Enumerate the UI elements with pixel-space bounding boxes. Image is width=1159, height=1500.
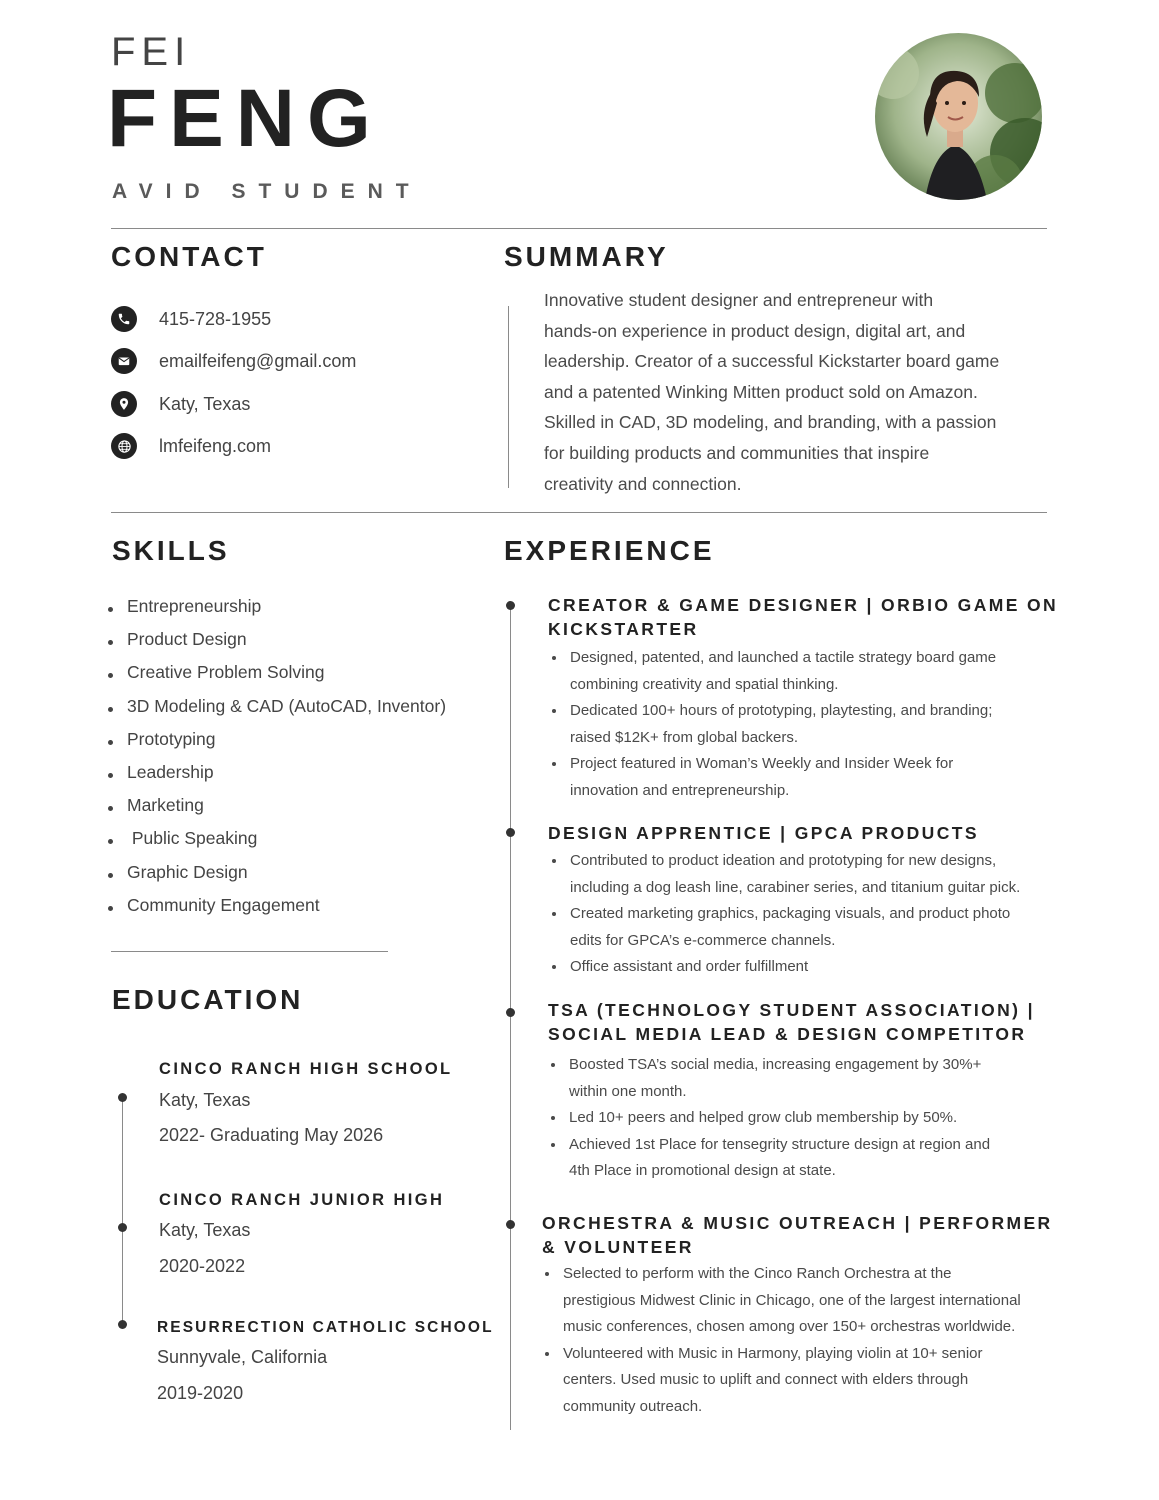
profile-photo <box>875 33 1042 200</box>
job-title <box>542 1211 1053 1259</box>
last-name: FENG <box>107 73 383 164</box>
summary-line: Skilled in CAD, 3D modeling, and branding, with a passion <box>544 412 997 433</box>
school-name: RESURRECTION CATHOLIC SCHOOL <box>157 1319 494 1336</box>
location-pin-icon <box>111 391 137 417</box>
job-bullet: Dedicated 100+ hours of prototyping, playtesting, and branding; raised $12K+ from global backers. <box>548 698 1108 751</box>
summary-line: leadership. Creator of a successful Kickstarter board game <box>544 351 1000 372</box>
skills-divider <box>111 951 388 952</box>
job-bullets <box>547 1052 1107 1185</box>
globe-icon <box>111 433 137 459</box>
timeline-dot <box>506 1008 515 1017</box>
summary-text <box>544 285 1084 499</box>
job-bullet: Created marketing graphics, packaging visuals, and product photo edits for GPCA’s e-commerce channels. <box>548 901 1118 954</box>
contact-email <box>111 348 356 374</box>
skill-item: Community Engagement <box>106 895 446 928</box>
school-name: CINCO RANCH JUNIOR HIGH <box>159 1191 445 1209</box>
location-text: Katy, Texas <box>159 393 251 414</box>
experience-timeline <box>510 605 511 1430</box>
email-address[interactable]: emailfeifeng@gmail.com <box>159 350 357 371</box>
section-divider <box>111 512 1047 513</box>
experience-entry <box>548 821 979 845</box>
job-bullet: Volunteered with Music in Harmony, playing violin at 10+ senior centers. Used music to uplift and connect with elders through community outreach. <box>541 1341 1131 1421</box>
website-link[interactable]: lmfeifeng.com <box>159 435 272 456</box>
experience-entry <box>542 1211 1053 1259</box>
skill-item: Public Speaking <box>106 828 446 861</box>
skill-item: Entrepreneurship <box>106 596 446 629</box>
summary-line: hands-on experience in product design, digital art, and <box>544 320 966 341</box>
job-bullet: Contributed to product ideation and prototyping for new designs, including a dog leash line, carabiner series, and titanium guitar pick. <box>548 848 1118 901</box>
summary-heading: SUMMARY <box>504 241 669 272</box>
school-dates: 2019-2020 <box>157 1383 244 1403</box>
header-divider <box>111 228 1047 229</box>
contact-location <box>111 391 250 417</box>
skill-item: Product Design <box>106 629 446 662</box>
timeline-dot <box>506 601 515 610</box>
school-location: Katy, Texas <box>159 1090 251 1110</box>
contact-website <box>111 433 271 459</box>
timeline-dot <box>118 1093 127 1102</box>
summary-line: and a patented Winking Mitten product sold on Amazon. <box>544 381 978 402</box>
experience-entry <box>548 593 1058 641</box>
mail-icon <box>111 348 137 374</box>
job-bullet: Project featured in Woman’s Weekly and Insider Week for innovation and entrepreneurship. <box>548 751 1108 804</box>
job-bullets <box>541 1261 1131 1421</box>
skills-heading: SKILLS <box>112 535 230 566</box>
skill-item: 3D Modeling & CAD (AutoCAD, Inventor) <box>106 696 446 729</box>
phone-icon <box>111 306 137 332</box>
job-title-line: SOCIAL MEDIA LEAD & DESIGN COMPETITOR <box>548 1024 1027 1044</box>
education-timeline <box>122 1097 123 1325</box>
job-bullets <box>548 848 1118 981</box>
job-title-line: CREATOR & GAME DESIGNER | ORBIO GAME ON <box>548 595 1059 615</box>
education-heading: EDUCATION <box>112 984 304 1015</box>
job-bullet: Achieved 1st Place for tensegrity structure design at region and 4th Place in promotional design at state. <box>547 1132 1107 1185</box>
school-location: Katy, Texas <box>159 1220 251 1240</box>
job-title-line: & VOLUNTEER <box>542 1237 694 1257</box>
timeline-dot <box>506 828 515 837</box>
skills-list <box>106 596 446 928</box>
job-bullet: Led 10+ peers and helped grow club membership by 50%. <box>547 1105 1107 1132</box>
job-title <box>548 593 1058 641</box>
job-bullet: Boosted TSA’s social media, increasing engagement by 30%+ within one month. <box>547 1052 1107 1105</box>
skill-item: Leadership <box>106 762 446 795</box>
job-bullet: Designed, patented, and launched a tactile strategy board game combining creativity and spatial thinking. <box>548 645 1108 698</box>
first-name: FEI <box>111 30 192 74</box>
job-title-line: DESIGN APPRENTICE | GPCA PRODUCTS <box>548 823 979 843</box>
job-title-line: ORCHESTRA & MUSIC OUTREACH | PERFORMER <box>542 1213 1053 1233</box>
school-location: Sunnyvale, California <box>157 1347 328 1367</box>
job-bullets <box>548 645 1108 805</box>
summary-line: creativity and connection. <box>544 473 742 494</box>
summary-line: Innovative student designer and entrepreneur with <box>544 290 934 310</box>
summary-side-bar <box>508 306 509 488</box>
timeline-dot <box>118 1320 127 1329</box>
skill-item: Prototyping <box>106 729 446 762</box>
timeline-dot <box>506 1220 515 1229</box>
phone-number[interactable]: 415-728-1955 <box>159 308 272 329</box>
contact-heading: CONTACT <box>111 241 267 272</box>
job-title <box>548 821 979 845</box>
job-title-line: TSA (TECHNOLOGY STUDENT ASSOCIATION) | <box>548 1000 1035 1020</box>
timeline-dot <box>118 1223 127 1232</box>
school-dates: 2022- Graduating May 2026 <box>159 1125 384 1145</box>
job-title-line: KICKSTARTER <box>548 619 699 639</box>
tagline: AVID STUDENT <box>112 180 422 203</box>
skill-item: Marketing <box>106 795 446 828</box>
job-title <box>548 998 1035 1046</box>
school-dates: 2020-2022 <box>159 1256 246 1276</box>
experience-entry <box>548 998 1035 1046</box>
summary-line: for building products and communities that inspire <box>544 442 930 463</box>
experience-heading: EXPERIENCE <box>504 535 715 566</box>
school-name: CINCO RANCH HIGH SCHOOL <box>159 1060 453 1078</box>
job-bullet: Selected to perform with the Cinco Ranch Orchestra at the prestigious Midwest Clinic in Chicago, one of the largest international music conferences, chosen among over 150+ orchestras worldwide. <box>541 1261 1131 1341</box>
contact-phone <box>111 306 271 332</box>
job-bullet: Office assistant and order fulfillment <box>548 954 1118 981</box>
skill-item: Graphic Design <box>106 862 446 895</box>
skill-item: Creative Problem Solving <box>106 662 446 695</box>
